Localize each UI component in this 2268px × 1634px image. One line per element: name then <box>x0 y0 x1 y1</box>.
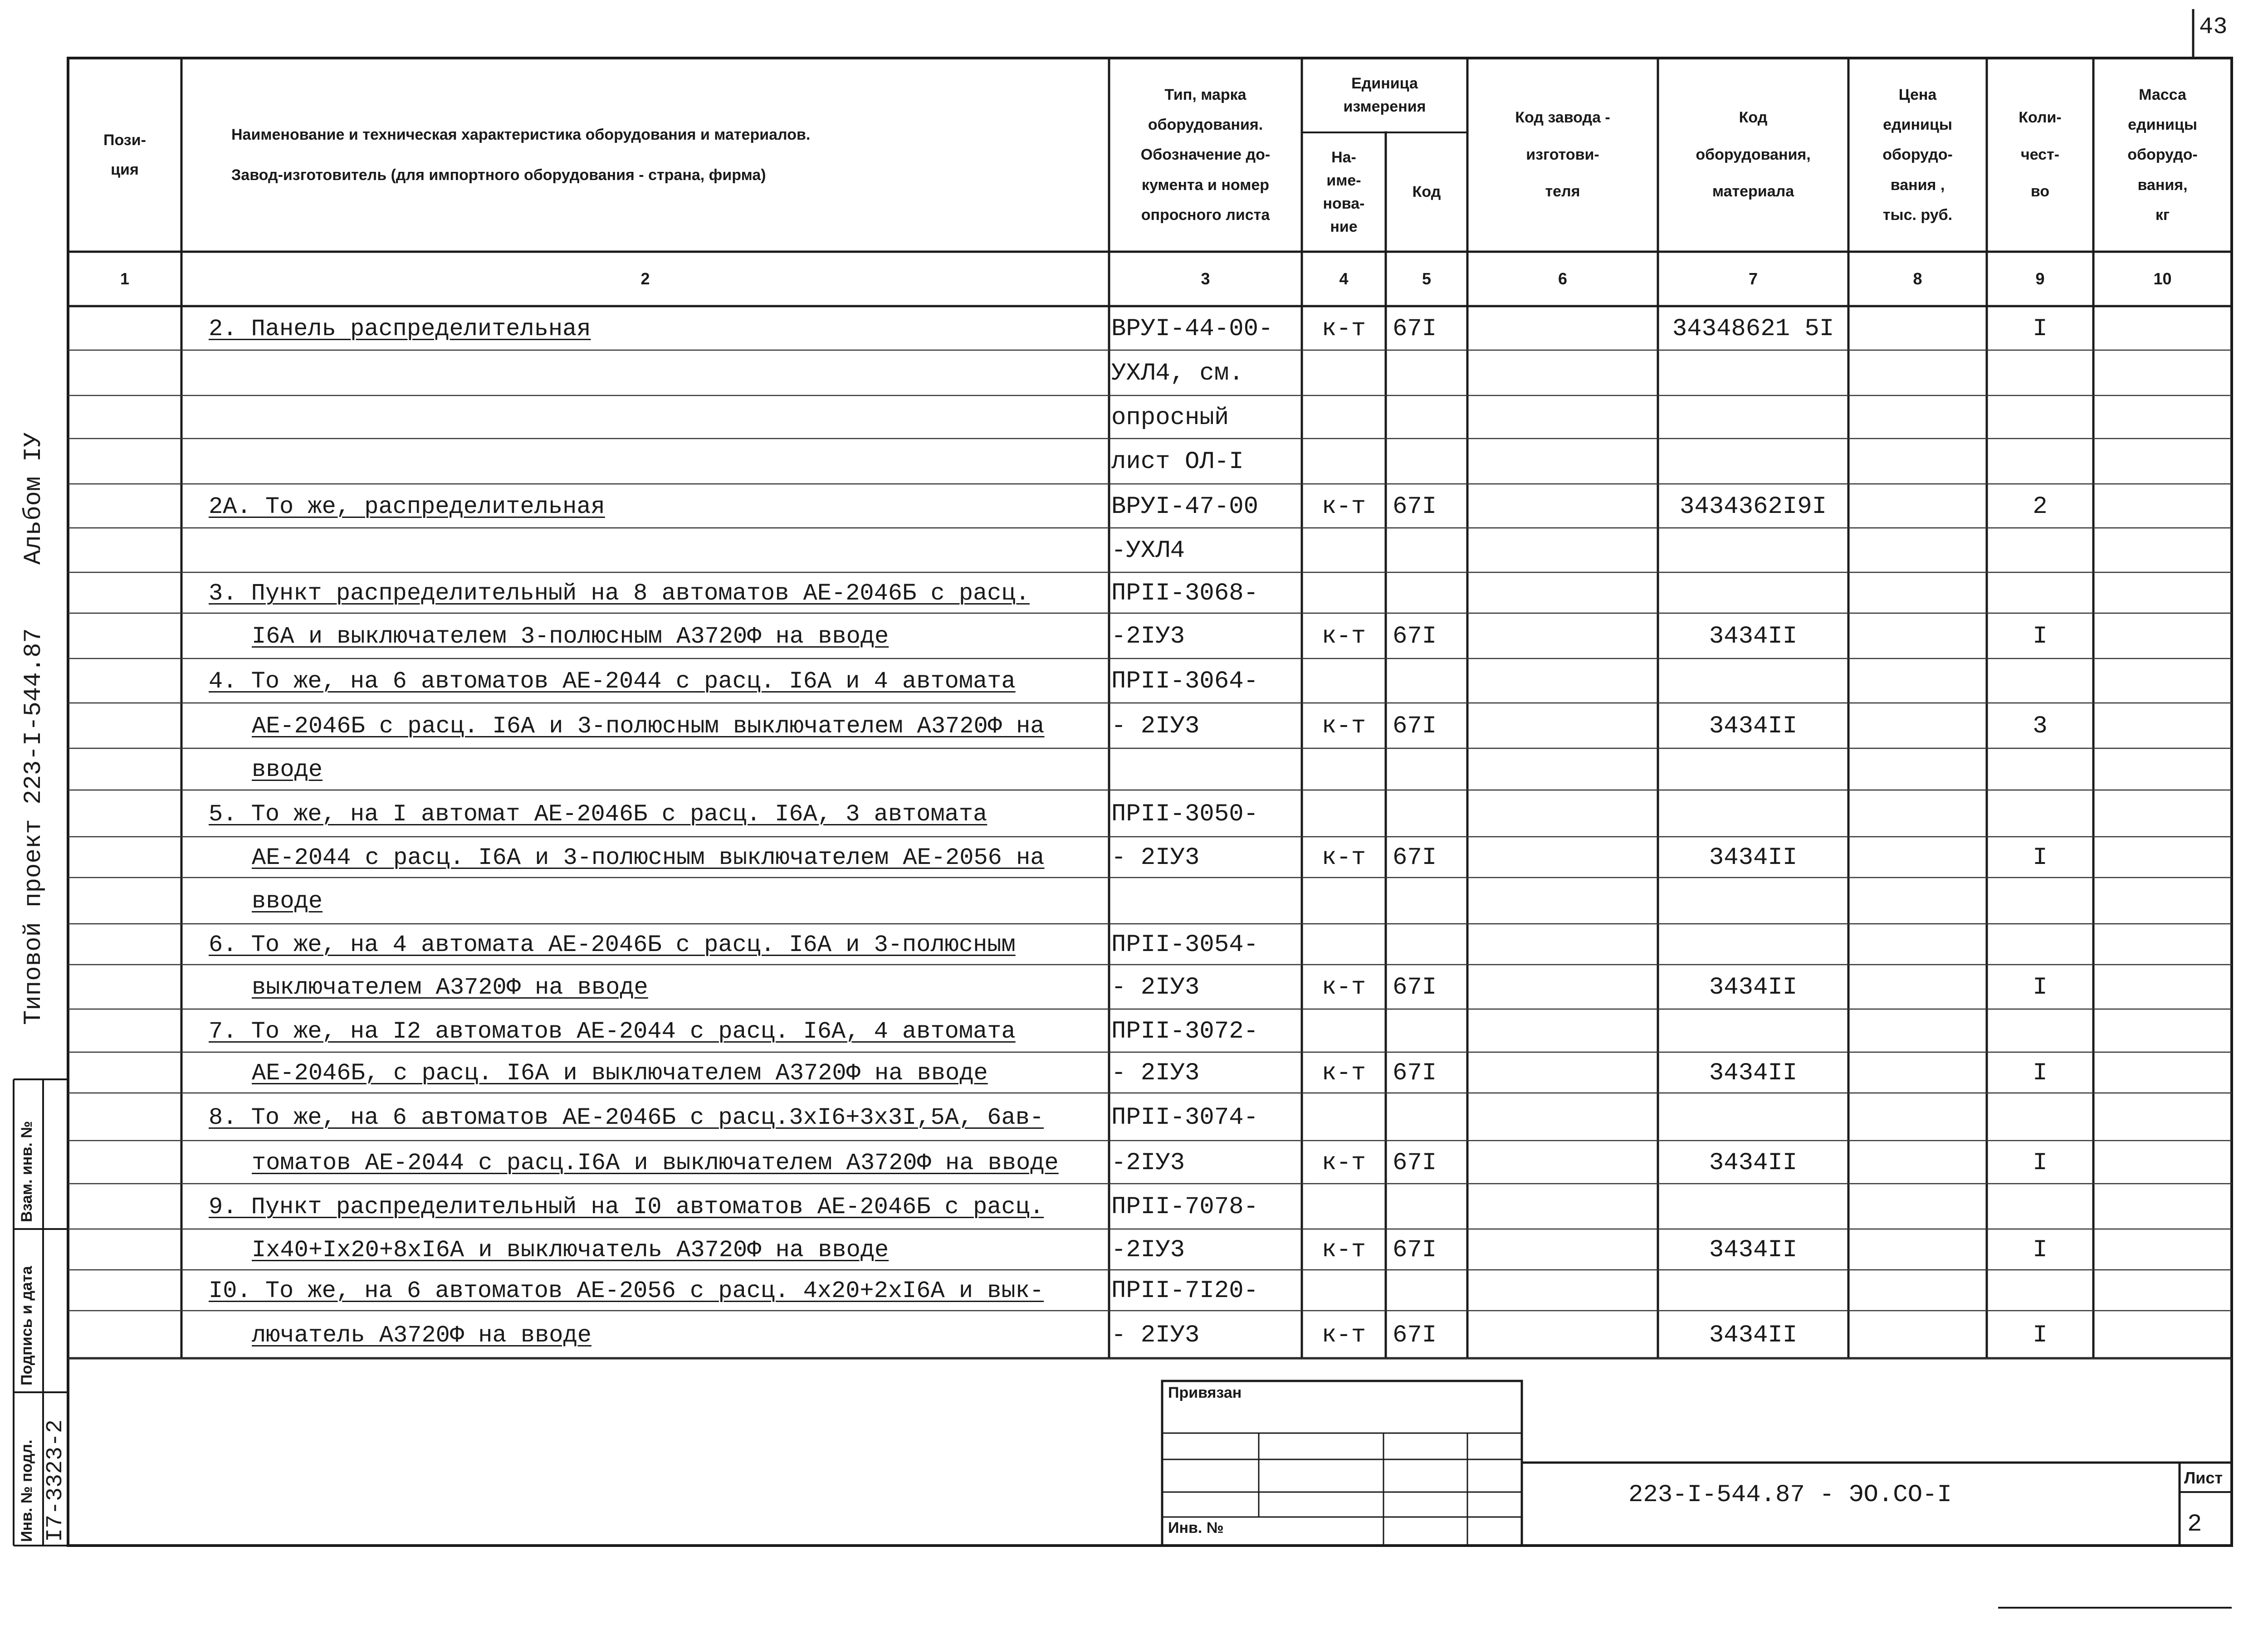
row-type-cell: ПРII-3072- <box>1111 1017 1259 1045</box>
row-equip-cell <box>1658 750 1848 790</box>
row-qty-cell: I <box>2033 1149 2048 1177</box>
row-type-cell: - 2IУ3 <box>1111 1321 1200 1349</box>
row-name-cell: 2. Панель распределительная <box>209 315 591 342</box>
row-code-cell <box>1393 1272 1467 1311</box>
row-equip-cell: 3434II <box>1709 712 1798 740</box>
row-unit-cell <box>1302 792 1386 837</box>
row-equip-cell <box>1658 440 1848 484</box>
row-equip-cell <box>1658 660 1848 703</box>
row-code-cell: 67I <box>1393 315 1437 343</box>
row-code-cell <box>1393 397 1467 439</box>
header-plant-code: Код завода - изготови- теля <box>1515 109 1610 200</box>
row-unit-cell: к-т <box>1321 493 1366 521</box>
header-unit: Единица измерения <box>1343 75 1426 115</box>
row-equip-cell <box>1658 574 1848 613</box>
row-unit-cell: к-т <box>1321 1149 1366 1177</box>
row-unit-cell: к-т <box>1321 974 1366 1001</box>
row-type-cell: ПРII-3064- <box>1111 668 1259 695</box>
row-name-cell: 7. То же, на I2 автоматов АЕ-2044 с расц. I6A, 4 автомата <box>209 1018 1016 1045</box>
row-qty-cell: I <box>2033 974 2048 1001</box>
side-label-project: Типовой проект 223-I-544.87 <box>20 628 48 1025</box>
row-type-cell: ВРУI-44-00- <box>1111 315 1273 343</box>
row-qty-cell <box>1987 792 2093 837</box>
row-code-cell <box>1393 792 1467 837</box>
side-label-album: Альбом IУ <box>20 432 48 565</box>
row-unit-cell: к-т <box>1321 623 1366 650</box>
col-number-8: 8 <box>1913 269 1922 288</box>
row-qty-cell <box>1987 926 2093 965</box>
row-name-cell: Iх40+Iх20+8хI6A и выключатель А3720Ф на вводе <box>252 1237 889 1263</box>
row-qty-cell: I <box>2033 1321 2048 1349</box>
row-type-cell: -2IУ3 <box>1111 1149 1185 1177</box>
row-qty-cell: I <box>2033 315 2048 343</box>
header-unit-code: Код <box>1412 183 1441 201</box>
row-equip-cell: 3434362I9I <box>1679 493 1827 521</box>
row-unit-cell: к-т <box>1321 315 1366 343</box>
row-name-cell: томатов АЕ-2044 с расц.I6A и выключателем А3720Ф на вводе <box>252 1149 1059 1176</box>
row-equip-cell: 3434II <box>1709 974 1798 1001</box>
row-equip-cell <box>1658 1272 1848 1311</box>
header-type: Тип, марка оборудования. Обозначение до- кумента и номер опросного листа <box>1140 86 1271 224</box>
row-code-cell <box>1393 879 1467 924</box>
row-code-cell <box>1393 1185 1467 1229</box>
row-equip-cell <box>1658 1011 1848 1052</box>
row-code-cell <box>1393 1095 1467 1141</box>
row-name-cell: 6. То же, на 4 автомата АЕ-2046Б с расц. I6A и 3-полюсным <box>209 932 1016 958</box>
row-name-cell: АЕ-2046Б, с расц. I6A и выключателем А3720Ф на вводе <box>252 1060 988 1087</box>
row-name-cell: 8. То же, на 6 автоматов АЕ-2046Б с расц.3хI6+3х3I,5А, 6ав- <box>209 1104 1044 1131</box>
row-equip-cell: 3434II <box>1709 623 1798 650</box>
row-unit-cell: к-т <box>1321 844 1366 872</box>
row-qty-cell <box>1987 1095 2093 1141</box>
row-type-cell: -2IУ3 <box>1111 623 1185 650</box>
header-price: Цена единицы оборудо- вания , тыс. руб. <box>1882 86 1953 224</box>
row-qty-cell <box>1987 530 2093 572</box>
row-code-cell: 67I <box>1393 712 1437 740</box>
row-type-cell: опросный <box>1111 404 1229 432</box>
header-name: Наименование и техническая характеристика оборудования и материалов. Завод-изготовитель (для импортного оборудования - страна, фирма) <box>231 126 811 184</box>
header-mass: Масса единицы оборудо- вания, кг <box>2127 86 2198 224</box>
row-equip-cell: 3434II <box>1709 1149 1798 1177</box>
row-qty-cell <box>1987 397 2093 439</box>
row-code-cell: 67I <box>1393 844 1437 872</box>
row-equip-cell <box>1658 926 1848 965</box>
header-unit-name: На- име- нова- ние <box>1323 148 1365 235</box>
row-qty-cell: I <box>2033 844 2048 872</box>
row-qty-cell <box>1987 574 2093 613</box>
row-code-cell <box>1393 352 1467 395</box>
row-code-cell: 67I <box>1393 1236 1437 1264</box>
row-code-cell: 67I <box>1393 1149 1437 1177</box>
row-code-cell <box>1393 1011 1467 1052</box>
row-unit-cell <box>1302 1011 1386 1052</box>
row-equip-cell <box>1658 1185 1848 1229</box>
row-equip-cell <box>1658 1095 1848 1141</box>
row-code-cell <box>1393 530 1467 572</box>
row-equip-cell <box>1658 530 1848 572</box>
row-type-cell: ПРII-7078- <box>1111 1193 1259 1221</box>
row-name-cell: лючатель А3720Ф на вводе <box>252 1322 591 1349</box>
row-name-cell <box>209 397 1109 439</box>
row-name-cell: АЕ-2044 с расц. I6A и 3-полюсным выключателем АЕ-2056 на <box>252 844 1045 871</box>
row-unit-cell <box>1302 440 1386 484</box>
row-qty-cell: I <box>2033 1059 2048 1087</box>
row-qty-cell <box>1987 352 2093 395</box>
row-equip-cell: 3434II <box>1709 1059 1798 1087</box>
row-type-cell: -2IУ3 <box>1111 1236 1185 1264</box>
row-code-cell <box>1393 660 1467 703</box>
row-qty-cell <box>1987 440 2093 484</box>
row-name-cell: 9. Пункт распределительный на I0 автоматов АЕ-2046Б с расц. <box>209 1194 1044 1220</box>
row-type-cell: -УХЛ4 <box>1111 537 1185 565</box>
row-name-cell <box>209 440 1109 484</box>
row-type-cell: ПРII-3054- <box>1111 931 1259 959</box>
row-code-cell: 67I <box>1393 974 1437 1001</box>
row-code-cell: 67I <box>1393 623 1437 650</box>
row-type-cell <box>1111 750 1302 790</box>
row-name-cell: вводе <box>252 888 323 915</box>
stamp-sheet-label: Лист <box>2184 1468 2223 1487</box>
row-qty-cell <box>1987 750 2093 790</box>
page-number: 43 <box>2199 14 2228 40</box>
row-unit-cell <box>1302 879 1386 924</box>
row-type-cell: ПРII-3074- <box>1111 1103 1259 1132</box>
row-name-cell <box>209 352 1109 395</box>
row-equip-cell <box>1658 792 1848 837</box>
col-number-9: 9 <box>2035 269 2045 288</box>
side-label-inv-podl: Инв. № подл. <box>18 1439 35 1542</box>
row-type-cell: - 2IУ3 <box>1111 844 1200 872</box>
header-quantity: Коли- чест- во <box>2019 109 2062 200</box>
row-type-cell: - 2IУ3 <box>1111 1059 1200 1087</box>
row-type-cell <box>1111 879 1302 924</box>
col-number-3: 3 <box>1201 269 1210 288</box>
row-code-cell <box>1393 440 1467 484</box>
row-equip-cell <box>1658 879 1848 924</box>
col-number-6: 6 <box>1558 269 1568 288</box>
row-unit-cell <box>1302 1272 1386 1311</box>
row-unit-cell: к-т <box>1321 1321 1366 1349</box>
col-number-10: 10 <box>2153 269 2172 288</box>
col-number-7: 7 <box>1748 269 1758 288</box>
row-unit-cell <box>1302 530 1386 572</box>
row-unit-cell <box>1302 574 1386 613</box>
col-number-5: 5 <box>1422 269 1432 288</box>
row-unit-cell <box>1302 352 1386 395</box>
row-code-cell <box>1393 926 1467 965</box>
row-type-cell: - 2IУ3 <box>1111 974 1200 1001</box>
col-number-2: 2 <box>640 269 650 288</box>
row-code-cell: 67I <box>1393 1059 1437 1087</box>
stamp-document-code: 223-I-544.87 - ЭО.СО-I <box>1628 1481 1952 1509</box>
row-qty-cell: I <box>2033 1236 2048 1264</box>
stamp-sheet-number: 2 <box>2187 1511 2202 1538</box>
row-name-cell: АЕ-2046Б с расц. I6A и 3-полюсным выключателем А3720Ф на <box>252 713 1045 740</box>
row-name-cell: 2А. То же, распределительная <box>209 493 605 520</box>
row-type-cell: ПРII-3050- <box>1111 800 1259 828</box>
row-qty-cell <box>1987 1185 2093 1229</box>
row-qty-cell <box>1987 1272 2093 1311</box>
row-equip-cell <box>1658 352 1848 395</box>
row-unit-cell <box>1302 660 1386 703</box>
row-name-cell: вводе <box>252 756 323 783</box>
col-number-1: 1 <box>120 269 130 288</box>
row-code-cell <box>1393 750 1467 790</box>
col-number-4: 4 <box>1339 269 1349 288</box>
row-qty-cell: 3 <box>2033 712 2048 740</box>
row-equip-cell: 3434II <box>1709 1321 1798 1349</box>
stamp-inv-no: Инв. № <box>1168 1519 1224 1536</box>
row-equip-cell: 3434II <box>1709 1236 1798 1264</box>
row-type-cell: ПРII-7I20- <box>1111 1277 1259 1305</box>
row-name-cell: 4. То же, на 6 автоматов АЕ-2044 с расц. I6A и 4 автомата <box>209 668 1016 695</box>
side-label-podpis: Подпись и дата <box>18 1266 35 1385</box>
row-unit-cell <box>1302 397 1386 439</box>
row-type-cell: лист ОЛ-I <box>1111 448 1244 476</box>
row-qty-cell: 2 <box>2033 493 2048 521</box>
side-label-vzam: Взам. инв. № <box>18 1121 35 1222</box>
header-equipment-code: Код оборудования, материала <box>1696 109 1811 200</box>
row-name-cell: I6A и выключателем 3-полюсным А3720Ф на вводе <box>252 623 889 650</box>
row-qty-cell <box>1987 660 2093 703</box>
row-unit-cell: к-т <box>1321 1236 1366 1264</box>
row-code-cell: 67I <box>1393 1321 1437 1349</box>
stamp-privyazan: Привязан <box>1168 1384 1242 1401</box>
row-unit-cell: к-т <box>1321 1059 1366 1087</box>
row-qty-cell: I <box>2033 623 2048 650</box>
row-code-cell: 67I <box>1393 493 1437 521</box>
row-code-cell <box>1393 574 1467 613</box>
row-qty-cell <box>1987 879 2093 924</box>
row-type-cell: ВРУI-47-00 <box>1111 493 1259 521</box>
side-label-inv-podl-value: I7-3323-2 <box>43 1419 68 1542</box>
row-name-cell: выключателем А3720Ф на вводе <box>252 974 648 1001</box>
row-name-cell: I0. То же, на 6 автоматов АЕ-2056 с расц. 4х20+2хI6A и вык- <box>209 1278 1044 1304</box>
row-equip-cell: 34348621 5I <box>1672 315 1834 343</box>
row-type-cell: - 2IУ3 <box>1111 712 1200 740</box>
row-type-cell: УХЛ4, см. <box>1111 360 1244 387</box>
row-unit-cell: к-т <box>1321 712 1366 740</box>
row-unit-cell <box>1302 1185 1386 1229</box>
row-unit-cell <box>1302 750 1386 790</box>
row-equip-cell: 3434II <box>1709 844 1798 872</box>
row-type-cell: ПРII-3068- <box>1111 580 1259 607</box>
row-unit-cell <box>1302 1095 1386 1141</box>
row-name-cell: 5. То же, на I автомат АЕ-2046Б с расц. I6A, 3 автомата <box>209 800 987 828</box>
row-equip-cell <box>1658 397 1848 439</box>
row-name-cell: 3. Пункт распределительный на 8 автоматов АЕ-2046Б с расц. <box>209 580 1030 607</box>
row-name-cell <box>209 530 1109 572</box>
row-qty-cell <box>1987 1011 2093 1052</box>
row-unit-cell <box>1302 926 1386 965</box>
header-position: Пози- ция <box>103 131 146 178</box>
